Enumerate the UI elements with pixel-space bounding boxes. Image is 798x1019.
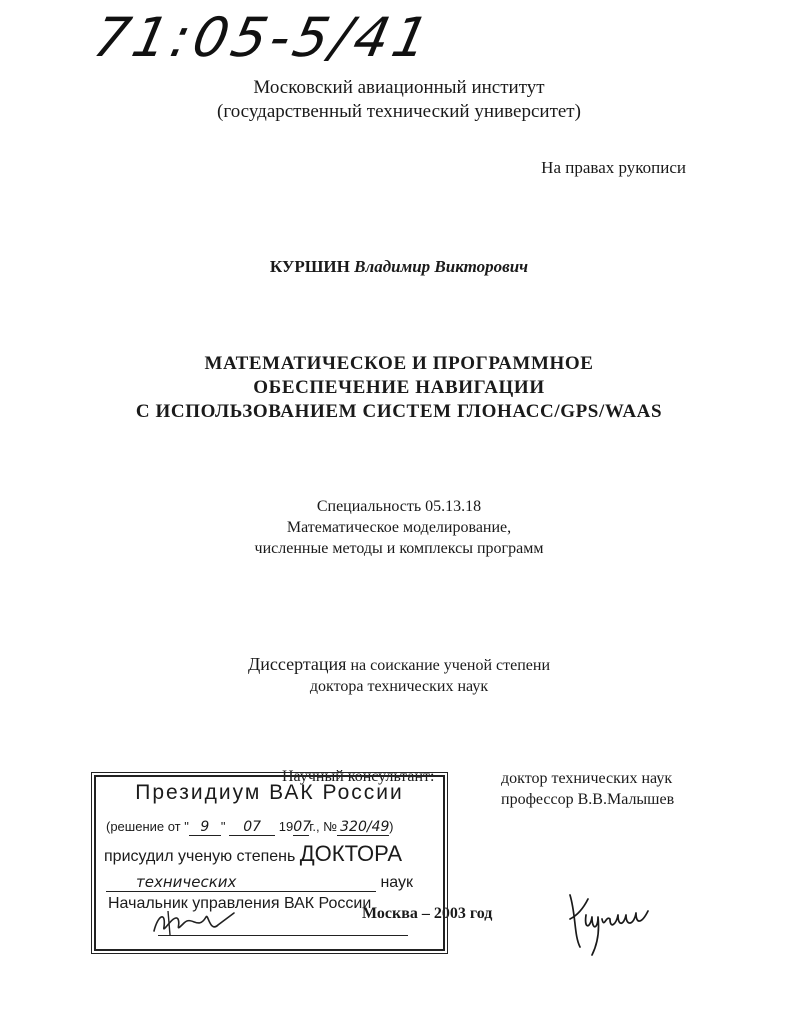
stamp-signature — [148, 905, 238, 939]
title-line-3: С ИСПОЛЬЗОВАНИЕМ СИСТЕМ ГЛОНАСС/GPS/WAAS — [135, 401, 663, 422]
stamp-year-prefix: 19 — [278, 819, 294, 834]
title-line-1: МАТЕМАТИЧЕСКОЕ И ПРОГРАММНОЕ — [204, 353, 594, 374]
stamp-day: 9 — [189, 819, 221, 836]
author-surname: КУРШИН — [269, 257, 350, 276]
consultant-degree: доктор технических наук — [501, 770, 673, 787]
dissertation-purpose: на соискание ученой степени — [350, 657, 551, 674]
stamp-month: 07 — [229, 819, 275, 836]
specialty-name-1: Математическое моделирование, — [286, 519, 512, 536]
stamp-title: Президиум ВАК России — [135, 781, 404, 804]
vak-stamp — [94, 775, 445, 951]
thesis-title — [0, 352, 798, 424]
stamp-science-suffix: наук — [380, 874, 414, 891]
author-signature — [562, 885, 652, 960]
stamp-number: 320/49 — [337, 819, 389, 836]
dissertation-line-1 — [0, 654, 798, 676]
author-name — [0, 257, 798, 277]
manuscript-rights: На правах рукописи — [541, 158, 686, 177]
stamp-award-text: присудил ученую степень — [104, 848, 296, 865]
stamp-degree: ДОКТОРА — [299, 841, 403, 866]
stamp-award-line — [104, 841, 451, 867]
stamp-signature-line — [158, 935, 408, 936]
specialty-code: Специальность 05.13.18 — [316, 498, 482, 515]
stamp-science-handwritten: технических — [106, 873, 376, 892]
dissertation-block — [0, 654, 798, 697]
stamp-decision-line — [106, 819, 453, 836]
institute-name: Московский авиационный институт — [253, 77, 545, 98]
stamp-science-line — [106, 873, 453, 892]
author-given-name: Владимир Викторович — [354, 257, 529, 276]
stamp-decision-close: ) — [389, 819, 394, 834]
institute-block — [0, 76, 798, 124]
consultant-label: Научный консультант: — [282, 768, 435, 785]
archive-number: 71:05-5/41 — [88, 6, 439, 69]
stamp-year-unit: г., № — [309, 819, 338, 834]
specialty-block — [0, 496, 798, 559]
city-year: Москва – 2003 год — [362, 905, 493, 922]
consultant-info — [501, 768, 674, 810]
stamp-decision-prefix: (решение от " — [106, 819, 189, 834]
institute-subtitle: (государственный технический университет) — [217, 101, 581, 122]
stamp-quote: " — [220, 819, 226, 834]
consultant-name: профессор В.В.Малышев — [501, 791, 675, 808]
dissertation-degree: доктора технических наук — [309, 678, 489, 695]
dissertation-word: Диссертация — [247, 654, 347, 674]
title-line-2: ОБЕСПЕЧЕНИЕ НАВИГАЦИИ — [253, 377, 545, 398]
stamp-year-suffix: 07 — [293, 819, 312, 835]
stamp-head: Начальник управления ВАК России — [108, 895, 372, 912]
specialty-name-2: численные методы и комплексы программ — [254, 540, 544, 557]
